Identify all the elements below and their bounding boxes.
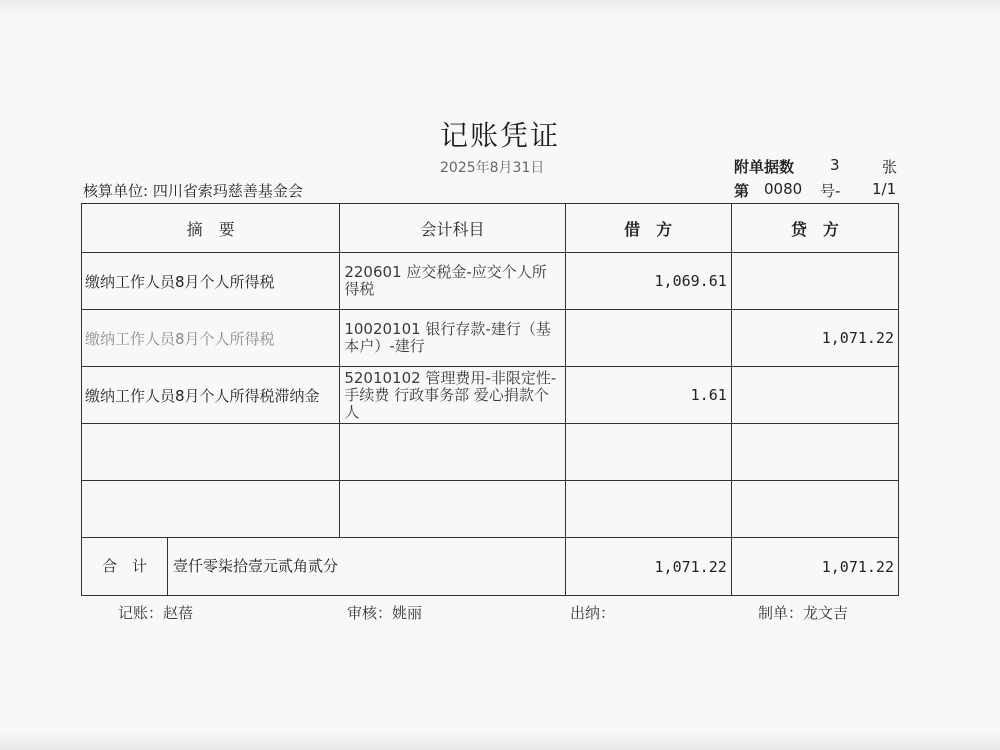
table-row — [82, 310, 899, 367]
table-row — [82, 481, 899, 538]
header-debit: 借 方 — [565, 204, 731, 253]
preparer-signature: 制单：龙文吉 — [758, 604, 849, 622]
row-debit: 1.61 — [565, 367, 731, 424]
voucher-table — [81, 203, 899, 596]
bookkeeper-signature: 记账：赵蓓 — [118, 604, 194, 622]
row-debit — [565, 424, 731, 481]
row-credit — [731, 253, 898, 310]
row-credit — [731, 481, 898, 538]
header-credit: 贷 方 — [731, 204, 898, 253]
row-summary — [82, 424, 340, 481]
header-summary: 摘 要 — [82, 204, 340, 253]
table-header — [82, 204, 899, 253]
table-row — [82, 367, 899, 424]
header-account: 会计科目 — [340, 204, 565, 253]
row-debit — [565, 481, 731, 538]
table-row — [82, 424, 899, 481]
total-amount-words: 壹仟零柒拾壹元贰角贰分 — [173, 557, 339, 575]
voucher-title: 记账凭证 — [439, 119, 560, 152]
voucher-date: 2025年8月31日 — [440, 160, 545, 176]
total-debit: 1,071.22 — [565, 538, 731, 596]
cashier-signature: 出纳： — [570, 604, 616, 622]
unit-name: 四川省索玛慈善基金会 — [152, 182, 303, 200]
unit-label: 核算单位: — [83, 182, 149, 200]
row-summary — [82, 481, 340, 538]
row-credit — [731, 424, 898, 481]
row-debit — [565, 310, 731, 367]
attachment-label: 附单据数 — [734, 158, 795, 176]
row-credit: 1,071.22 — [731, 310, 898, 367]
row-credit — [731, 367, 898, 424]
voucher-prefix: 第 — [734, 182, 750, 200]
row-account — [340, 424, 565, 481]
row-summary: 缴纳工作人员8月个人所得税 — [82, 310, 340, 367]
voucher-page: 1/1 — [872, 180, 897, 198]
row-summary: 缴纳工作人员8月个人所得税 — [82, 253, 340, 310]
row-account: 52010102 管理费用-非限定性-手续费 行政事务部 爱心捐款个人 — [340, 367, 565, 424]
accounting-unit — [83, 180, 303, 201]
row-account — [340, 481, 565, 538]
reviewer-signature: 审核：姚丽 — [347, 604, 423, 622]
row-debit: 1,069.61 — [565, 253, 731, 310]
row-summary: 缴纳工作人员8月个人所得税滞纳金 — [82, 367, 340, 424]
row-account: 220601 应交税金-应交个人所得税 — [340, 253, 565, 310]
attachment-count — [734, 156, 898, 177]
total-credit: 1,071.22 — [731, 538, 898, 596]
total-cell — [82, 538, 566, 596]
total-label: 合 计 — [82, 538, 168, 595]
table-row — [82, 253, 899, 310]
voucher-suffix: 号- — [820, 182, 841, 200]
row-account: 10020101 银行存款-建行（基本户）-建行 — [340, 310, 565, 367]
voucher-no: 0080 — [764, 180, 803, 198]
attachment-unit: 张 — [882, 158, 898, 176]
total-row — [82, 538, 899, 596]
